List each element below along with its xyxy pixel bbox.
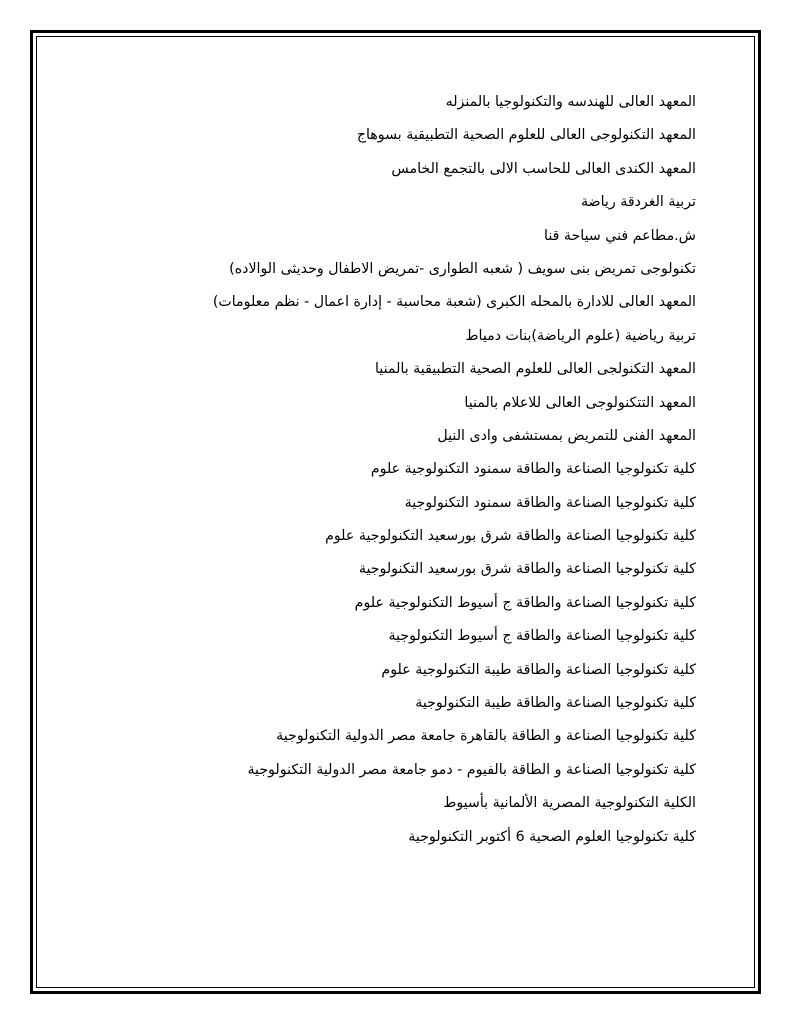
list-item: تكنولوجى تمريض بنى سويف ( شعبه الطوارى -تمريض الاطفال وحديثى الوالاده) bbox=[229, 260, 696, 277]
list-item: كلية تكنولوجيا الصناعة والطاقة ج أسيوط التكنولوجية bbox=[388, 628, 696, 645]
list-item: المعهد التكنولوجى العالى للعلوم الصحية التطبيقية بسوهاج bbox=[356, 127, 696, 144]
list-item: المعهد الكندى العالى للحاسب الالى بالتجمع الخامس bbox=[391, 160, 696, 177]
list-item: كلية تكنولوجيا الصناعة و الطاقة بالفيوم - دمو جامعة مصر الدولية التكنولوجية bbox=[247, 761, 696, 778]
list-item: كلية تكنولوجيا الصناعة والطاقة ج أسيوط التكنولوجية علوم bbox=[354, 594, 696, 611]
list-item: الكلية التكنولوجية المصرية الألمانية بأسيوط bbox=[443, 795, 696, 812]
list-item: كلية تكنولوجيا الصناعة والطاقة طيبة التكنولوجية bbox=[415, 695, 696, 712]
list-item: المعهد الفنى للتمريض بمستشفى وادى النيل bbox=[437, 427, 696, 444]
list-item: كلية تكنولوجيا الصناعة والطاقة طيبة التكنولوجية علوم bbox=[381, 661, 696, 678]
list-item: تربية الغردقة رياضة bbox=[580, 194, 696, 211]
list-item: كلية تكنولوجيا الصناعة والطاقة سمنود التكنولوجية bbox=[404, 494, 696, 511]
list-item: المعهد العالى للهندسه والتكنولوجيا بالمنزله bbox=[445, 94, 696, 110]
list-item: المعهد العالى للادارة بالمحله الكبرى (شعبة محاسبة - إدارة اعمال - نظم معلومات) bbox=[212, 294, 696, 311]
list-item: كلية تكنولوجيا العلوم الصحية 6 أكتوبر التكنولوجية bbox=[408, 828, 696, 845]
list-item: المعهد التكنولجى العالى للعلوم الصحية التطبيقية بالمنيا bbox=[374, 361, 696, 378]
list-item: كلية تكنولوجيا الصناعة والطاقة شرق بورسعيد التكنولوجية علوم bbox=[325, 528, 696, 545]
list-item: كلية تكنولوجيا الصناعة و الطاقة بالقاهرة جامعة مصر الدولية التكنولوجية bbox=[276, 728, 696, 745]
list-item: ش.مطاعم فني سياحة قنا bbox=[544, 227, 696, 244]
list-item: كلية تكنولوجيا الصناعة والطاقة شرق بورسعيد التكنولوجية bbox=[358, 561, 696, 578]
list-item: تربية رياضية (علوم الرياضة)بنات دمياط bbox=[465, 327, 696, 344]
institution-list bbox=[116, 86, 696, 854]
list-item: كلية تكنولوجيا الصناعة والطاقة سمنود التكنولوجية علوم bbox=[370, 461, 696, 478]
list-item: المعهد التتكنولوجى العالى للاعلام بالمنيا bbox=[464, 394, 696, 411]
